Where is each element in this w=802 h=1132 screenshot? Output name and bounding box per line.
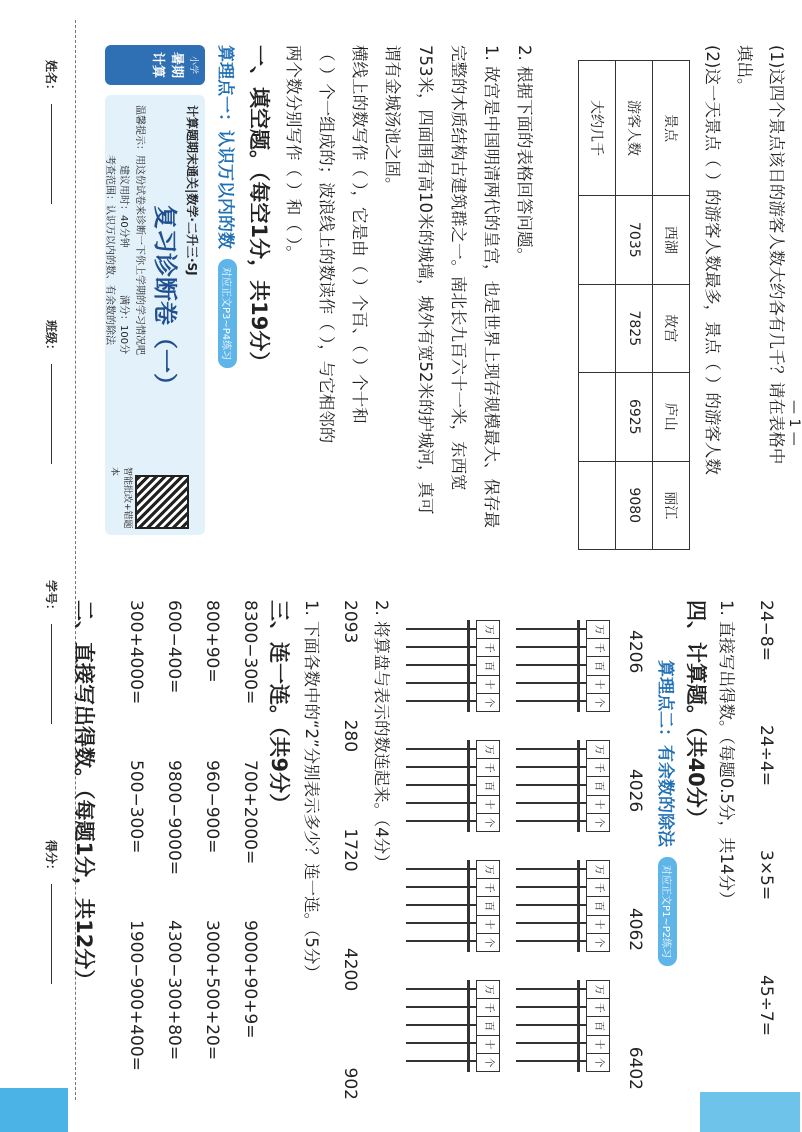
q1-line-4: 谓有金城汤池之固。 [383, 45, 402, 194]
table-header-cell: 庐山 [653, 373, 690, 461]
table-cell: 游客人数 [616, 61, 653, 196]
q1-line-3: 753米，四面围有高10米的城墙，城外有宽52米的护城河，真可 [416, 45, 435, 515]
abacus[interactable]: 万 千 百 十 个 [404, 980, 500, 1072]
abacus[interactable]: 万 千 百 十 个 [514, 980, 610, 1072]
table-cell: 6925 [616, 373, 653, 461]
student-id-label: 学号： [44, 580, 58, 617]
expr: 600−400= [164, 600, 184, 694]
expr: 8300−300= [240, 600, 260, 705]
kp1-label: 算理点一：认识万以内的数 [215, 45, 235, 249]
section3-q1: 1. 下面各数中的“2”分别表示多少？连一连。（5分） [302, 600, 321, 981]
expr: 3000+500+20= [202, 920, 222, 1061]
number-item[interactable]: 6402 [625, 1046, 645, 1090]
number-item[interactable]: 4026 [625, 768, 645, 813]
paper-title: 复习诊断卷（一） [151, 205, 179, 397]
q1-line-1: 1. 故宫是中国明清两代的皇宫，也是世界上现存规模最大、保存最 [482, 45, 501, 528]
expr: 3×5= [756, 850, 776, 901]
expr: 1900−900+400= [126, 920, 146, 1071]
kp2-heading [655, 660, 680, 966]
abacus[interactable]: 万 千 百 十 个 [404, 620, 500, 712]
time-text: 建议用时：40分钟 [118, 165, 129, 248]
number-item[interactable]: 4062 [625, 907, 645, 952]
expr: 960−900= [202, 760, 222, 854]
q2-line-3: (2)这一天景点（ ）的游客人数最多，景点（ ）的游客人数 [703, 45, 722, 475]
number-item[interactable]: 902 [340, 1067, 360, 1100]
expr: 24÷4= [756, 725, 776, 786]
score-label: 得分： [44, 840, 58, 877]
brand-line2: 计算 [150, 51, 165, 78]
number-item[interactable]: 1720 [340, 828, 360, 872]
q2-number-row [625, 630, 645, 1090]
abacus[interactable]: 万 千 百 十 个 [514, 860, 610, 952]
section3-title: 三、连一连。（共9分） [267, 600, 291, 815]
q1-line-6: （ ）个一组成的；波浪线上的数读作（ ），与它相邻的 [317, 45, 336, 444]
section2-row [184, 600, 222, 1100]
q1-line-5: 横线上的数写作（ ），它是由（ ）个百、（ ）个十和 [350, 45, 369, 424]
class-label: 班级： [44, 320, 58, 357]
kp2-label: 算理点二：有余数的除法 [655, 660, 675, 847]
expr: 4300−300+80= [164, 920, 184, 1061]
section2-row [108, 600, 146, 1100]
name-label: 姓名： [44, 60, 58, 97]
q1-number-row [340, 600, 360, 1100]
q2-line-1: (1)这四个景点该日的游客人数大约各有几千？请在表格中 [767, 45, 786, 465]
table-cell: 9080 [616, 461, 653, 550]
number-item[interactable]: 2093 [340, 600, 360, 644]
abacus[interactable]: 万 千 百 十 个 [514, 620, 610, 712]
series-label: 计算题期末通关|数学·二升三·SJ [185, 105, 199, 276]
scope-text: 考查范围：认识万以内的数、有余数的除法 [104, 155, 115, 345]
kp2-ref-tag[interactable]: 对应正文P1~P2练习 [658, 857, 677, 966]
abacus[interactable]: 万 千 百 十 个 [514, 740, 610, 832]
score-total-text: 满分：100分 [118, 295, 129, 355]
section3-q2: 2. 将算盘与表示的数连起来。（4分） [372, 600, 391, 871]
table-header-cell: 故宫 [653, 284, 690, 372]
expr: 24−8= [756, 600, 776, 661]
section2-grid [108, 600, 260, 1100]
table-header-cell: 丽江 [653, 461, 690, 550]
abacus[interactable]: 万 千 百 十 个 [404, 740, 500, 832]
abacus[interactable]: 万 千 百 十 个 [404, 860, 500, 952]
q1-line-2: 完整的木质结构古建筑群之一。南北长九百六十一米，东西宽 [449, 45, 468, 491]
qr-label: 智能批改+错题本 [109, 467, 132, 529]
section1-title: 一、填空题。（每空1分，共19分） [247, 45, 271, 373]
hint-text: 温馨提示：用这份试卷来诊断一下你上学期的学习情况吧 [134, 105, 145, 355]
brand-line1: 暑期 [169, 51, 184, 78]
section4-q1: 1. 直接写出得数。（每题0.5分，共14分） [717, 600, 736, 908]
table-cell: 7825 [616, 284, 653, 372]
number-item[interactable]: 280 [340, 719, 360, 753]
section4-grid [742, 600, 776, 1100]
section4-title: 四、计算题。（共40分） [684, 600, 708, 829]
table-header-cell: 景点 [653, 61, 690, 196]
kp1-ref-tag[interactable]: 对应正文P3~P4练习 [218, 259, 237, 368]
q2-parts-block [696, 45, 792, 565]
q2-line-2: 填出。 [735, 45, 754, 95]
section2-row [146, 600, 184, 1100]
expr: 500−300= [126, 760, 146, 854]
section2-title: 二、直接写出得数。（每题1分，共12分） [72, 600, 96, 991]
expr: 300+4000= [126, 600, 146, 705]
page-number-1: — 1 — [786, 400, 802, 446]
number-item[interactable]: 4200 [340, 947, 360, 992]
expr: 9000+90+9= [240, 920, 260, 1039]
table-cell: 大约几千 [579, 61, 616, 196]
expr: 45÷7= [756, 975, 776, 1036]
section1-q2: 2. 根据下面的表格回答问题。 [515, 45, 534, 264]
q1-line-7: 两个数分别写作（ ）和（ ）。 [284, 45, 303, 262]
section2-row [222, 600, 260, 1100]
section4-row [742, 600, 776, 1100]
number-item[interactable]: 4206 [625, 630, 645, 674]
table-cell: 7035 [616, 196, 653, 284]
brand-top: 小学 [188, 55, 198, 74]
table-header-cell: 西湖 [653, 196, 690, 284]
expr: 800+90= [202, 600, 222, 683]
expr: 700+2000= [240, 760, 260, 865]
expr: 9800−9000= [164, 760, 184, 876]
